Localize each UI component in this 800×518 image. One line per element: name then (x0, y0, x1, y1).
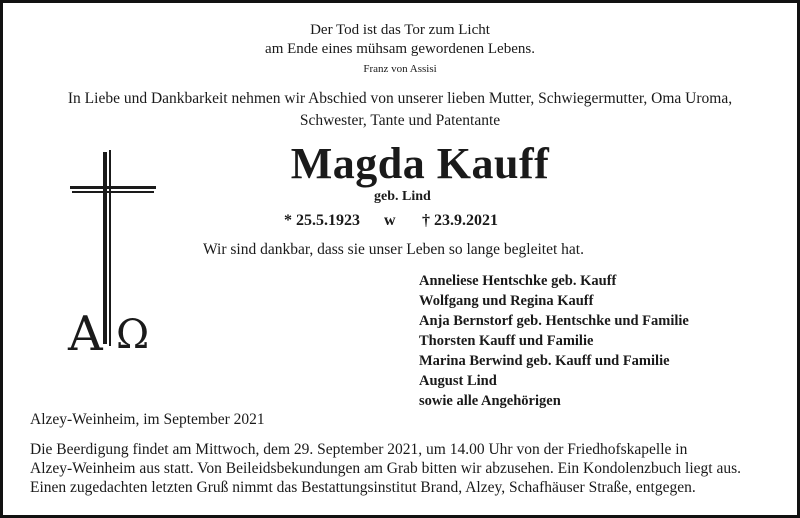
mourner-entry: Wolfgang und Regina Kauff (419, 293, 594, 309)
mourner-entry: Anneliese Hentschke geb. Kauff (419, 273, 617, 289)
thanks-text: Wir sind dankbar, dass sie unser Leben so lange begleitet hat. (203, 241, 584, 258)
mourner-entry: sowie alle Angehörigen (419, 393, 561, 409)
place-date: Alzey-Weinheim, im September 2021 (30, 411, 265, 428)
funeral-notice (30, 440, 790, 497)
intro-line-2: Schwester, Tante und Patentante (299, 112, 501, 129)
mourners-list (419, 271, 689, 411)
intro-line-1: In Liebe und Dankbarkeit nehmen wir Abschied von unserer lieben Mutter, Schwiegermutter, Oma Uroma, (67, 90, 733, 107)
quote-author: Franz von Assisi (363, 63, 437, 75)
death-date: † 23.9.2021 (422, 212, 498, 229)
funeral-line-2: Alzey-Weinheim aus statt. Von Beileidsbekundungen am Grab bitten wir abzusehen. Ein Kondolenzbuch liegt aus. (30, 460, 742, 477)
cross-alpha-omega-icon (62, 150, 162, 358)
mourner-entry: August Lind (419, 373, 497, 389)
funeral-line-3: Einen zugedachten letzten Gruß nimmt das Bestattungsinstitut Brand, Alzey, Schafhäuser Straße, entgegen. (30, 479, 696, 496)
birth-date: * 25.5.1923 (284, 212, 360, 229)
date-separator: w (384, 212, 396, 229)
alpha-letter: A (68, 306, 103, 358)
quote-line-1: Der Tod ist das Tor zum Licht (310, 22, 490, 38)
quote-line-2: am Ende eines mühsam gewordenen Lebens. (265, 41, 535, 57)
funeral-line-1: Die Beerdigung findet am Mittwoch, dem 29. September 2021, um 14.00 Uhr von der Friedhofskapelle in (30, 441, 688, 458)
mourner-entry: Thorsten Kauff und Familie (419, 333, 594, 349)
omega-letter: Ω (116, 312, 150, 358)
mourner-entry: Anja Bernstorf geb. Hentschke und Familie (419, 313, 689, 329)
mourner-entry: Marina Berwind geb. Kauff und Familie (419, 353, 670, 369)
birth-name: geb. Lind (374, 189, 431, 204)
deceased-name: Magda Kauff (290, 139, 550, 188)
